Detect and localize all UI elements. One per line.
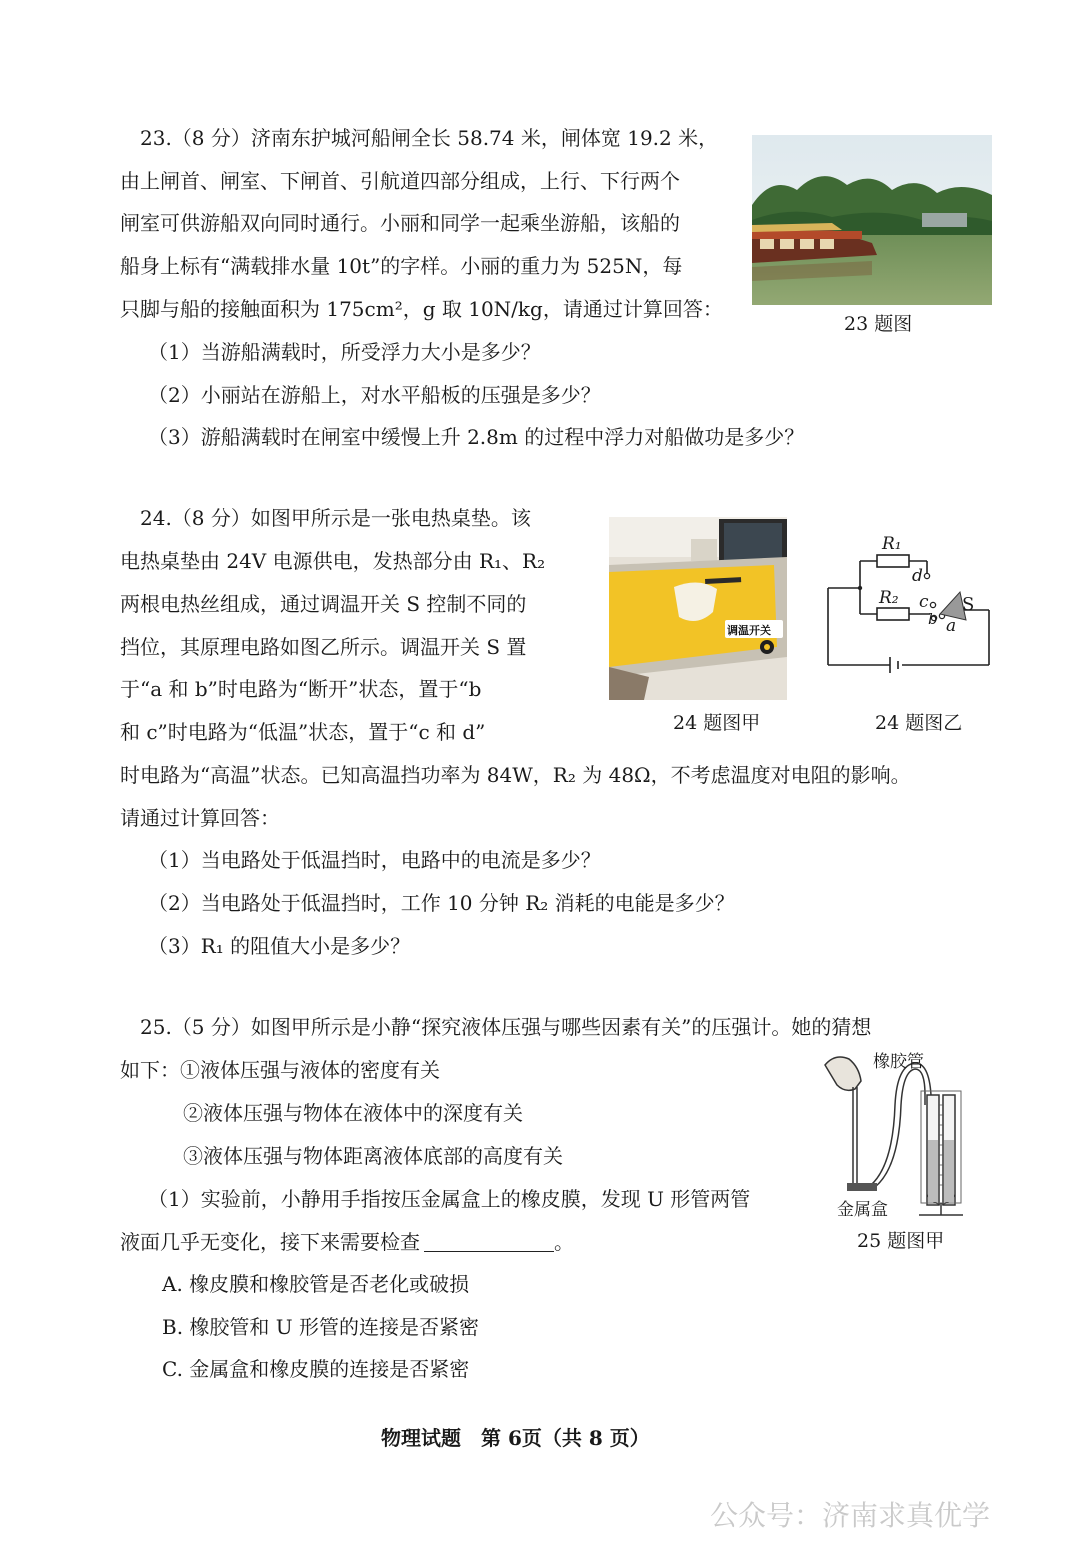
q25-line-1: 25.（5 分）如图甲所示是小静“探究液体压强与哪些因素有关”的压强计。她的猜想 xyxy=(140,1015,872,1039)
boat-photo xyxy=(752,135,992,305)
r2-resistor xyxy=(877,608,909,620)
pressure-gauge-figure xyxy=(815,1045,965,1225)
label-rubber-tube: 橡胶管 xyxy=(873,1052,924,1072)
q23-line-4: 船身上标有“满载排水量 10t”的字样。小丽的重力为 525N，每 xyxy=(120,254,683,278)
q25-sub1-line-1: （1）实验前，小静用手指按压金属盒上的橡皮膜，发现 U 形管两管 xyxy=(148,1187,751,1211)
q23-sub-1: （1）当游船满载时，所受浮力大小是多少？ xyxy=(148,340,541,364)
r1-resistor xyxy=(877,555,909,567)
mat-switch-label: 调温开关 xyxy=(727,624,771,637)
page-footer: 物理试题 第 6页（共 8 页） xyxy=(381,1426,650,1450)
q24-line-8: 请通过计算回答： xyxy=(120,806,280,830)
q24-line-4: 挡位，其原理电路如图乙所示。调温开关 S 置 xyxy=(120,635,527,659)
option-a: A. 橡皮膜和橡胶管是否老化或破损 xyxy=(162,1272,470,1296)
label-c: c xyxy=(919,592,929,612)
label-s: S xyxy=(962,594,975,615)
q25-caption: 25 题图甲 xyxy=(857,1230,945,1252)
q23-line-2: 由上闸首、闸室、下闸首、引航道四部分组成，上行、下行两个 xyxy=(120,169,680,193)
q24-caption-a: 24 题图甲 xyxy=(673,712,761,734)
q23-line-5: 只脚与船的接触面积为 175cm²，g 取 10N/kg，请通过计算回答： xyxy=(120,297,723,321)
q24-line-2: 电热桌垫由 24V 电源供电，发热部分由 R₁、R₂ xyxy=(120,549,546,573)
q25-sub1-text: 液面几乎无变化，接下来需要检查 xyxy=(120,1230,420,1254)
q24-caption-b: 24 题图乙 xyxy=(875,712,963,734)
q23-sub-2: （2）小丽站在游船上，对水平船板的压强是多少？ xyxy=(148,383,601,407)
watermark: 公众号：济南求真优学 xyxy=(710,1499,991,1532)
q23-sub-3: （3）游船满载时在闸室中缓慢上升 2.8m 的过程中浮力对船做功是多少？ xyxy=(148,425,805,449)
q23-line-3: 闸室可供游船双向同时通行。小丽和同学一起乘坐游船，该船的 xyxy=(120,211,680,235)
desk-mat-photo xyxy=(609,517,787,700)
q24-sub-3: （3）R₁ 的阻值大小是多少？ xyxy=(148,934,411,958)
label-r1: R₁ xyxy=(882,534,902,554)
q24-sub-1: （1）当电路处于低温挡时，电路中的电流是多少？ xyxy=(148,848,601,872)
label-r2: R₂ xyxy=(879,588,899,608)
q24-line-7: 时电路为“高温”状态。已知高温挡功率为 84W，R₂ 为 48Ω，不考虑温度对电阻的影响。 xyxy=(120,763,911,787)
q24-line-1: 24.（8 分）如图甲所示是一张电热桌垫。该 xyxy=(140,506,531,530)
q24-sub-2: （2）当电路处于低温挡时，工作 10 分钟 R₂ 消耗的电能是多少？ xyxy=(148,891,735,915)
q25-sub1-end: 。 xyxy=(554,1230,574,1254)
q23-caption: 23 题图 xyxy=(844,313,913,335)
q24-line-3: 两根电热丝组成，通过调温开关 S 控制不同的 xyxy=(120,592,527,616)
q25-hyp-3: ③液体压强与物体距离液体底部的高度有关 xyxy=(183,1144,563,1168)
q23-line-1: 23.（8 分）济南东护城河船闸全长 58.74 米，闸体宽 19.2 米， xyxy=(140,126,719,150)
q25-sub1-line-2 xyxy=(120,1231,574,1252)
option-b: B. 橡胶管和 U 形管的连接是否紧密 xyxy=(162,1315,479,1339)
label-b: b xyxy=(928,610,938,628)
label-a: a xyxy=(946,616,957,636)
label-d: d xyxy=(912,566,923,586)
label-metal-box: 金属盒 xyxy=(837,1200,888,1220)
option-c: C. 金属盒和橡皮膜的连接是否紧密 xyxy=(162,1357,470,1381)
circuit-diagram xyxy=(822,530,997,680)
q24-line-5: 于“a 和 b”时电路为“断开”状态，置于“b xyxy=(120,677,482,701)
q25-line-2: 如下：①液体压强与液体的密度有关 xyxy=(120,1058,440,1082)
q24-line-6: 和 c”时电路为“低温”状态，置于“c 和 d” xyxy=(120,720,486,744)
answer-blank[interactable] xyxy=(424,1231,554,1252)
q25-hyp-2: ②液体压强与物体在液体中的深度有关 xyxy=(183,1101,523,1125)
